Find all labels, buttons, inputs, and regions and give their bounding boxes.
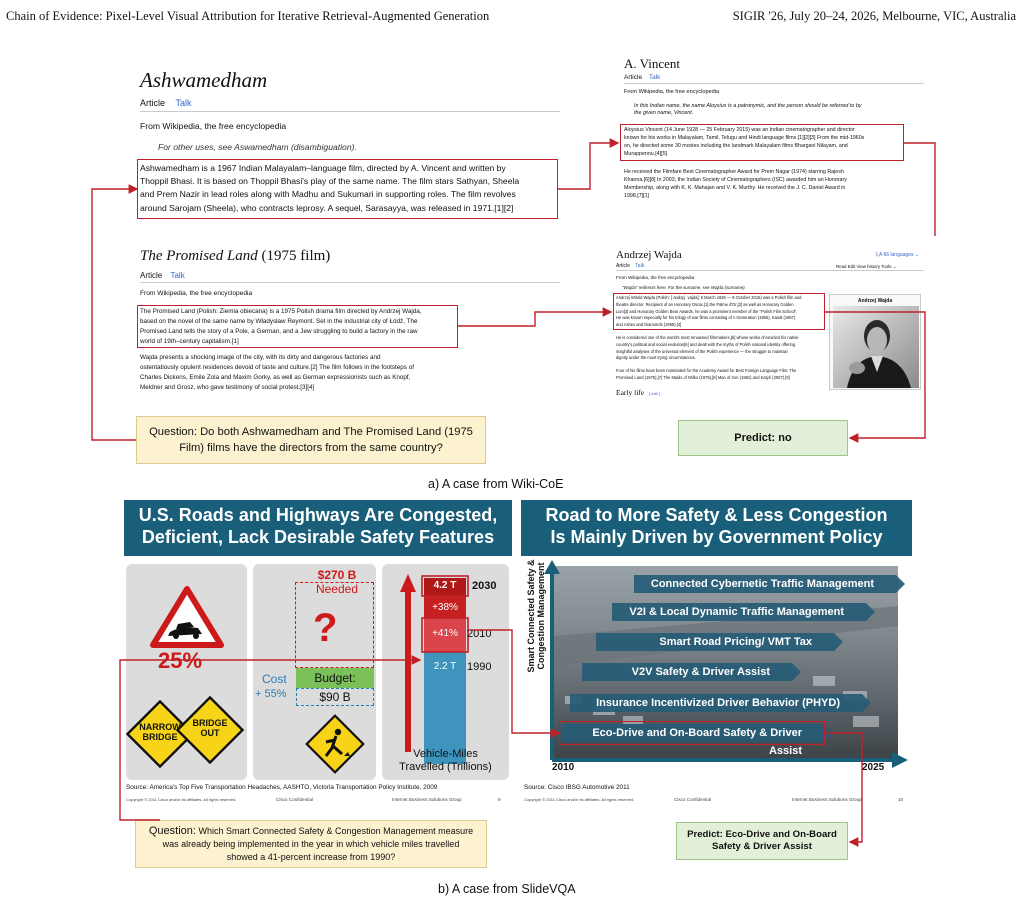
tab-talk[interactable]: Talk [170, 271, 185, 280]
running-header-venue: SIGIR '26, July 20–24, 2026, Melbourne, VIC, Australia [732, 9, 1016, 23]
vmt-2010-year: 2010 [467, 628, 492, 640]
slide-left-ibsg: Internet Business Solutions Group [392, 797, 462, 802]
needed-label: Needed [315, 582, 359, 596]
vmt-2030-value: 4.2 T [433, 580, 457, 591]
body-paragraph: Wajda presents a shocking image of the city, with its dirty and dangerous factories and ostentatiously opulent residences devoid of taste and culture.[2] The film follows in the footsteps of Charles Dickens, Emile Zola and Maxim Gorky, as well as German expressionists such as Knopf, Meldner and Grosz, who gave testimony of social protest.[3][4] [140, 354, 414, 391]
name-note: In this Indian name, the name Aloysius is a patronymic, and the person should be referred to by the given name, Vincent. [634, 103, 862, 116]
section-heading: Early life [ edit ] [616, 388, 660, 397]
measure-bar: V2I & Local Dynamic Traffic Management [612, 603, 866, 621]
page-title-promised-land: The Promised Land (1975 film) [140, 248, 331, 264]
slide-right-banner: Road to More Safety & Less Congestion Is Mainly Driven by Government Policy [521, 500, 912, 556]
deficient-percent: 25% [158, 648, 203, 673]
measure-bar: V2V Safety & Driver Assist [582, 663, 792, 681]
vmt-41-percent: +41% [432, 628, 458, 639]
figure-caption-a: a) A case from Wiki-CoE [428, 477, 564, 491]
tab-talk[interactable]: Talk [648, 74, 661, 81]
vmt-2030-year: 2030 [472, 580, 497, 592]
from-wikipedia: From Wikipedia, the free encyclopedia [140, 290, 253, 297]
sign-narrow-bridge: NARROW BRIDGE [139, 722, 181, 742]
lead-paragraph: Aloysius Vincent (14 June 1928 — 25 February 2015) was an Indian cinematographer and director known for his works in Malayalam, Tamil, Telugu and Hindi language films.[1][2][3] From the mid-1960s on, he directed some 30 movies including the landmark Malayalam films Bhargavi Nilayam, and Murappennu.[4][5] [624, 127, 865, 157]
redirect-note: "Wajda" redirects here. For the surname, see Wajda (surname). [622, 285, 746, 290]
lead-paragraph: Ashwamedham is a 1967 Indian Malayalam–language film, directed by A. Vincent and written by Thoppil Bhasi. It is based on Thoppil Bhasi's play of the same name. The film stars Sathyan, Sheela and Prem Nazir in lead roles along with Madhu and Sukumari in supporting roles. The film revolves around Sarojam (Sheela), who contracts leprosy. A sequel, Sarasayya, was released in 1971.[1][2] [140, 163, 520, 213]
prediction-box-slide: Predict: Eco-Drive and On-Board Safety & Driver Assist [676, 822, 848, 860]
languages-button[interactable]: 文A 66 languages ⌄ [874, 252, 920, 258]
from-wikipedia: From Wikipedia, the free encyclopedia [624, 89, 720, 95]
body-paragraph: He received the Filmfare Best Cinematographer Award for Prem Nagar (1974) starring Rajesh Khanna.[6][8] In 2003, the Indian Society of Cinematographers (ISC) awarded him an Honorary Membership, along with K. K. Mahajan and V. K. Murthy. He received the J. C. Daniel Award in 1998.[7][1] [624, 169, 847, 199]
from-wikipedia: From Wikipedia, the free encyclopedia [140, 121, 287, 131]
cost-label: Cost [262, 672, 287, 686]
page-title-ashwamedham: Ashwamedham [140, 68, 268, 92]
vmt-38-percent: +38% [432, 602, 458, 613]
year-start: 2010 [552, 762, 575, 773]
budget-amount: $90 B [296, 688, 374, 706]
measure-bar: Insurance Incentivized Driver Behavior (PHYD) [570, 694, 862, 712]
page-actions[interactable]: Read Edit View history Tools ⌄ [836, 264, 897, 269]
from-wikipedia: From Wikipedia, the free encyclopedia [616, 275, 695, 280]
page-title-wajda: Andrzej Wajda [616, 249, 682, 261]
tab-talk[interactable]: Talk [635, 263, 645, 269]
slide-left-copyright: Copyright © 2011 Cisco and/or its affiliates. All rights reserved. [126, 797, 237, 802]
measure-bar: Connected Cybernetic Traffic Management [634, 575, 896, 593]
question-box-slide: Question: Which Smart Connected Safety & Congestion Management measure was already being implemented in the year in which vehicle miles travelled showed a 41-percent increase from 1990? [135, 820, 487, 868]
sign-bridge-out: BRIDGE OUT [192, 718, 228, 738]
slide-left-banner: U.S. Roads and Highways Are Congested, Deficient, Lack Desirable Safety Features [124, 500, 512, 556]
tab-article[interactable]: Article [624, 74, 643, 81]
needed-amount: $270 B [317, 568, 357, 582]
unknown-question-mark: ? [313, 606, 338, 650]
prediction-box: Predict: no [678, 420, 848, 456]
year-end: 2025 [862, 762, 885, 773]
page-title-vincent: A. Vincent [624, 56, 681, 71]
question-box: Question: Do both Ashwamedham and The Promised Land (1975 Film) films have the directors from the same country? [136, 416, 486, 464]
slide-left-source: Source: America's Top Five Transportation Headaches, AASHTO, Victoria Transportation Policy Institute, 2009 [126, 784, 438, 791]
tab-talk[interactable]: Talk [175, 98, 192, 108]
body-paragraph: Four of his films have been nominated for the Academy Award for Best Foreign Language Film: The Promised Land (1975),[7] The Maids of Wilko (1979),[8] Man of Iron (1981) and Katyń (2007).[9] [616, 368, 797, 380]
slide-right-page: 10 [898, 797, 904, 802]
running-header-title: Chain of Evidence: Pixel-Level Visual Attribution for Iterative Retrieval-Augmented Generation [6, 9, 490, 23]
measure-bar: Smart Road Pricing/ VMT Tax [596, 633, 834, 651]
slide-right-copyright: Copyright © 2011 Cisco and/or its affiliates. All rights reserved. [524, 797, 635, 802]
vmt-1990-year: 1990 [467, 661, 492, 673]
vmt-axis-label: Vehicle-Miles Travelled (Trillions) [399, 748, 492, 773]
measure-bar: Eco-Drive and On-Board Safety & Driver Assist [562, 724, 824, 742]
lead-paragraph: Andrzej Witold Wajda (Polish: [ˈandʐɛj ˈvajda]; 6 March 1926 — 9 October 2016) was a Polish film and theatre director. Recipient of an Honorary Oscar,[1] the Palme d'Or,[2] as well as Honorary Golden Lion[3] and Honorary Golden Bear Awards, he was a prominent member of the "Polish Film School". He was known especially for his trilogy of war films consisting of A Generation (1955), Kanał (1957) and Ashes and Diamonds (1958).[4] [616, 295, 802, 328]
slide-right-source: Source: Cisco IBSG Automotive 2011 [524, 784, 630, 791]
slide-right-confidential: Cisco Confidential [674, 797, 712, 802]
cost-percent: + 55% [255, 688, 287, 700]
vertical-axis-label: Smart Connected Safety & Congestion Management [526, 559, 546, 673]
tab-article[interactable]: Article [140, 271, 163, 280]
tab-article[interactable]: Article [616, 263, 630, 269]
infobox-caption: Andrzej Wajda [857, 298, 893, 304]
slide-left-page: 9 [498, 797, 501, 802]
hatnote[interactable]: For other uses, see Aswamedham (disambiguation). [158, 142, 357, 152]
slide-left-confidential: Cisco Confidential [276, 797, 314, 802]
body-paragraph: He is considered one of the world's most renowned filmmakers,[5] whose works chronicled his native country's political and social evolution[6] and dealt with the myths of Polish national identity offering insightful analyses of the universal element of the Polish experience — the struggle to maintain dignity under the most trying circumstances. [616, 335, 799, 361]
figure-caption-b: b) A case from SlideVQA [438, 882, 576, 896]
tab-article[interactable]: Article [140, 98, 166, 108]
budget-label: Budget: [296, 668, 374, 688]
slide-right-ibsg: Internet Business Solutions Group [792, 797, 862, 802]
lead-paragraph: The Promised Land (Polish: Ziemia obiecana) is a 1975 Polish drama film directed by Andrzej Wajda, based on the novel of the same name by Władysław Reymont. Set in the industrial city of Łódź, The Promised Land tells the story of a Pole, a German, and a Jew struggling to build a factory in the raw world of 19th–century capitalism.[1] [140, 308, 422, 345]
vmt-1990-value: 2.2 T [433, 661, 457, 672]
